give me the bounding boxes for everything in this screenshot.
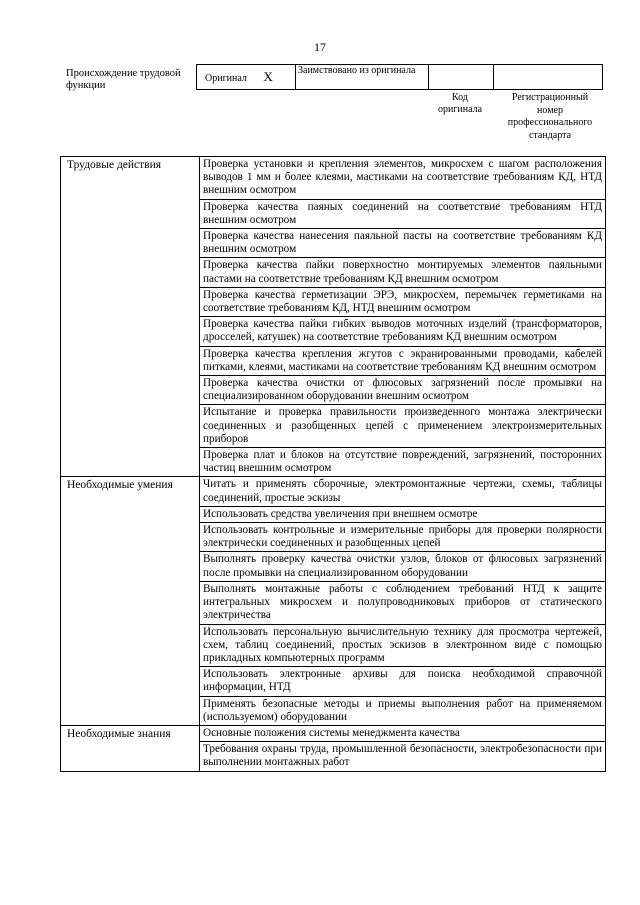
table-row [61, 477, 606, 506]
page-number: 17 [314, 40, 326, 54]
section-item: Требования охраны труда, промышленной безопасности, электробезопасности при выполнении монтажных работ [200, 742, 606, 771]
original-mark: X [263, 68, 273, 84]
original-label: Оригинал [205, 72, 247, 84]
section-item: Основные положения системы менеджмента качества [200, 725, 606, 741]
section-title: Необходимые знания [61, 725, 200, 771]
section-item: Проверка качества пайки поверхностно монтируемых элементов паяльными пастами на соответствие требованиям КД внешним осмотром [200, 258, 606, 287]
section-title: Необходимые умения [61, 477, 200, 725]
section-item: Проверка плат и блоков на отсутствие повреждений, загрязнений, посторонних частиц внешним осмотром [200, 448, 606, 477]
origin-table [196, 64, 603, 90]
section-item: Проверка качества нанесения паяльной пасты на соответствие требованиям КД внешним осмотром [200, 229, 606, 258]
functions-table [60, 156, 606, 772]
regnum-caption: Регистрационный номер профессионального стандарта [507, 92, 593, 141]
section-item: Применять безопасные методы и приемы выполнения работ на применяемом (используемом) оборудовании [200, 696, 606, 725]
section-item: Использовать персональную вычислительную технику для просмотра чертежей, схем, таблиц соединений, простых эскизов в электронном виде с помощью прикладных компьютерных программ [200, 624, 606, 667]
section-item: Читать и применять сборочные, электромонтажные чертежи, схемы, таблицы соединений, простые эскизы [200, 477, 606, 506]
borrowed-cell: Заимствовано из оригинала [296, 65, 429, 90]
section-item: Использовать контрольные и измерительные приборы для проверки полярности электрически соединенных и разобщенных цепей [200, 523, 606, 552]
section-item: Использовать средства увеличения при внешнем осмотре [200, 506, 606, 522]
regnum-cell [494, 65, 603, 90]
section-item: Проверка качества паяных соединений на соответствие требованиям НТД внешним осмотром [200, 199, 606, 228]
section-item: Выполнять монтажные работы с соблюдением требований НТД к защите интегральных микросхем и полупроводниковых приборов от статического электричества [200, 581, 606, 624]
table-row [61, 157, 606, 200]
section-item: Проверка качества крепления жгутов с экранированными проводами, кабелей питками, клеями, мастиками на соответствие требованиям КД внешним осмотром [200, 346, 606, 375]
section-item: Проверка установки и крепления элементов, микросхем с шагом расположения выводов 1 мм и более клеями, мастиками на соответствие требованиям КД, НТД внешним осмотром [200, 157, 606, 200]
section-item: Использовать электронные архивы для поиска необходимой справочной информации, НТД [200, 667, 606, 696]
section-item: Испытание и проверка правильности произведенного монтажа электрически соединенных и разобщенных цепей с применением электроизмерительных приборов [200, 405, 606, 448]
code-cell [429, 65, 494, 90]
table-row [61, 725, 606, 741]
section-item: Выполнять проверку качества очистки узлов, блоков от флюсовых загрязнений после промывки на специализированном оборудовании [200, 552, 606, 581]
section-title: Трудовые действия [61, 157, 200, 477]
original-cell [197, 65, 296, 90]
section-item: Проверка качества герметизации ЭРЭ, микросхем, перемычек герметиками на соответствие требованиям КД, НТД внешним осмотром [200, 287, 606, 316]
section-item: Проверка качества очистки от флюсовых загрязнений после промывки на специализированном оборудовании внешним осмотром [200, 376, 606, 405]
origin-label: Происхождение трудовой функции [66, 68, 181, 91]
section-item: Проверка качества пайки гибких выводов моточных изделий (трансформаторов, дросселей, катушек) на соответствие требованиям КД внешним осмотром [200, 317, 606, 346]
code-caption: Код оригинала [437, 92, 483, 115]
